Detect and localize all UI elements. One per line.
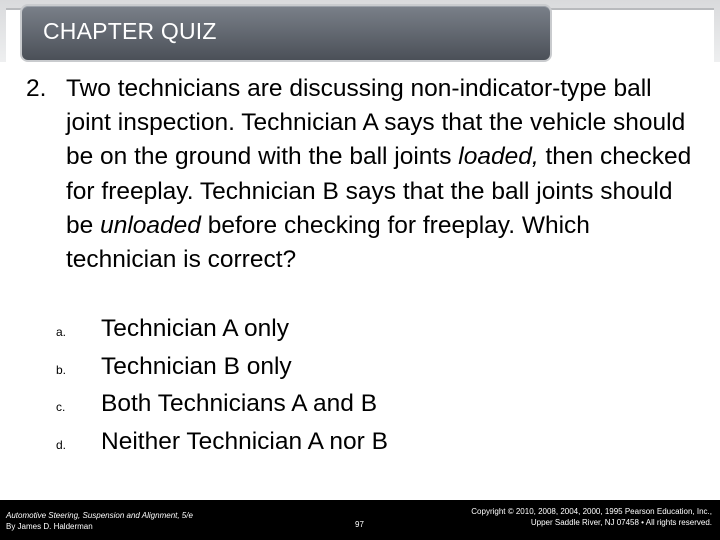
option-text: Neither Technician A nor B <box>101 427 388 455</box>
answer-option-c[interactable] <box>56 387 656 425</box>
question-number: 2. <box>26 75 47 102</box>
option-letter: a. <box>56 325 67 339</box>
slide-title: CHAPTER QUIZ <box>43 18 217 44</box>
footer-copyright <box>471 506 712 528</box>
option-letter: c. <box>56 400 66 414</box>
answer-option-b[interactable] <box>56 350 656 388</box>
footer-book-info <box>6 510 193 532</box>
footer-book-title: Automotive Steering, Suspension and Alignment, 5/e <box>6 511 193 520</box>
footer-page-number: 97 <box>355 520 364 529</box>
footer-copyright-line1: Copyright © 2010, 2008, 2004, 2000, 1995 Pearson Education, Inc., <box>471 507 712 516</box>
answer-options <box>56 312 656 462</box>
option-text: Technician B only <box>101 352 292 380</box>
question-text-part: before checking for freeplay. Which technician is correct? <box>66 211 590 274</box>
option-text: Both Technicians A and B <box>101 390 378 417</box>
answer-option-a[interactable] <box>56 312 656 350</box>
option-letter: b. <box>56 362 67 377</box>
option-letter: d. <box>56 437 67 452</box>
question-text-part: Two technicians are discussing non-indicator-type ball joint inspection. Technician A says that the vehicle should be on the ground with the ball joints <box>66 75 686 171</box>
footer-copyright-line2: Upper Saddle River, NJ 07458 • All rights reserved. <box>530 518 712 527</box>
footer-author: By James D. Halderman <box>6 522 93 531</box>
answer-option-d[interactable] <box>56 425 656 463</box>
question-emphasis-unloaded: unloaded <box>100 211 201 239</box>
option-text: Technician A only <box>101 315 289 342</box>
question-text <box>66 72 696 277</box>
question-emphasis-loaded: loaded, <box>458 143 539 171</box>
question-text-part: then checked for freeplay. Technician B says that the ball joints should be <box>66 143 692 239</box>
footer-bar <box>0 500 720 540</box>
